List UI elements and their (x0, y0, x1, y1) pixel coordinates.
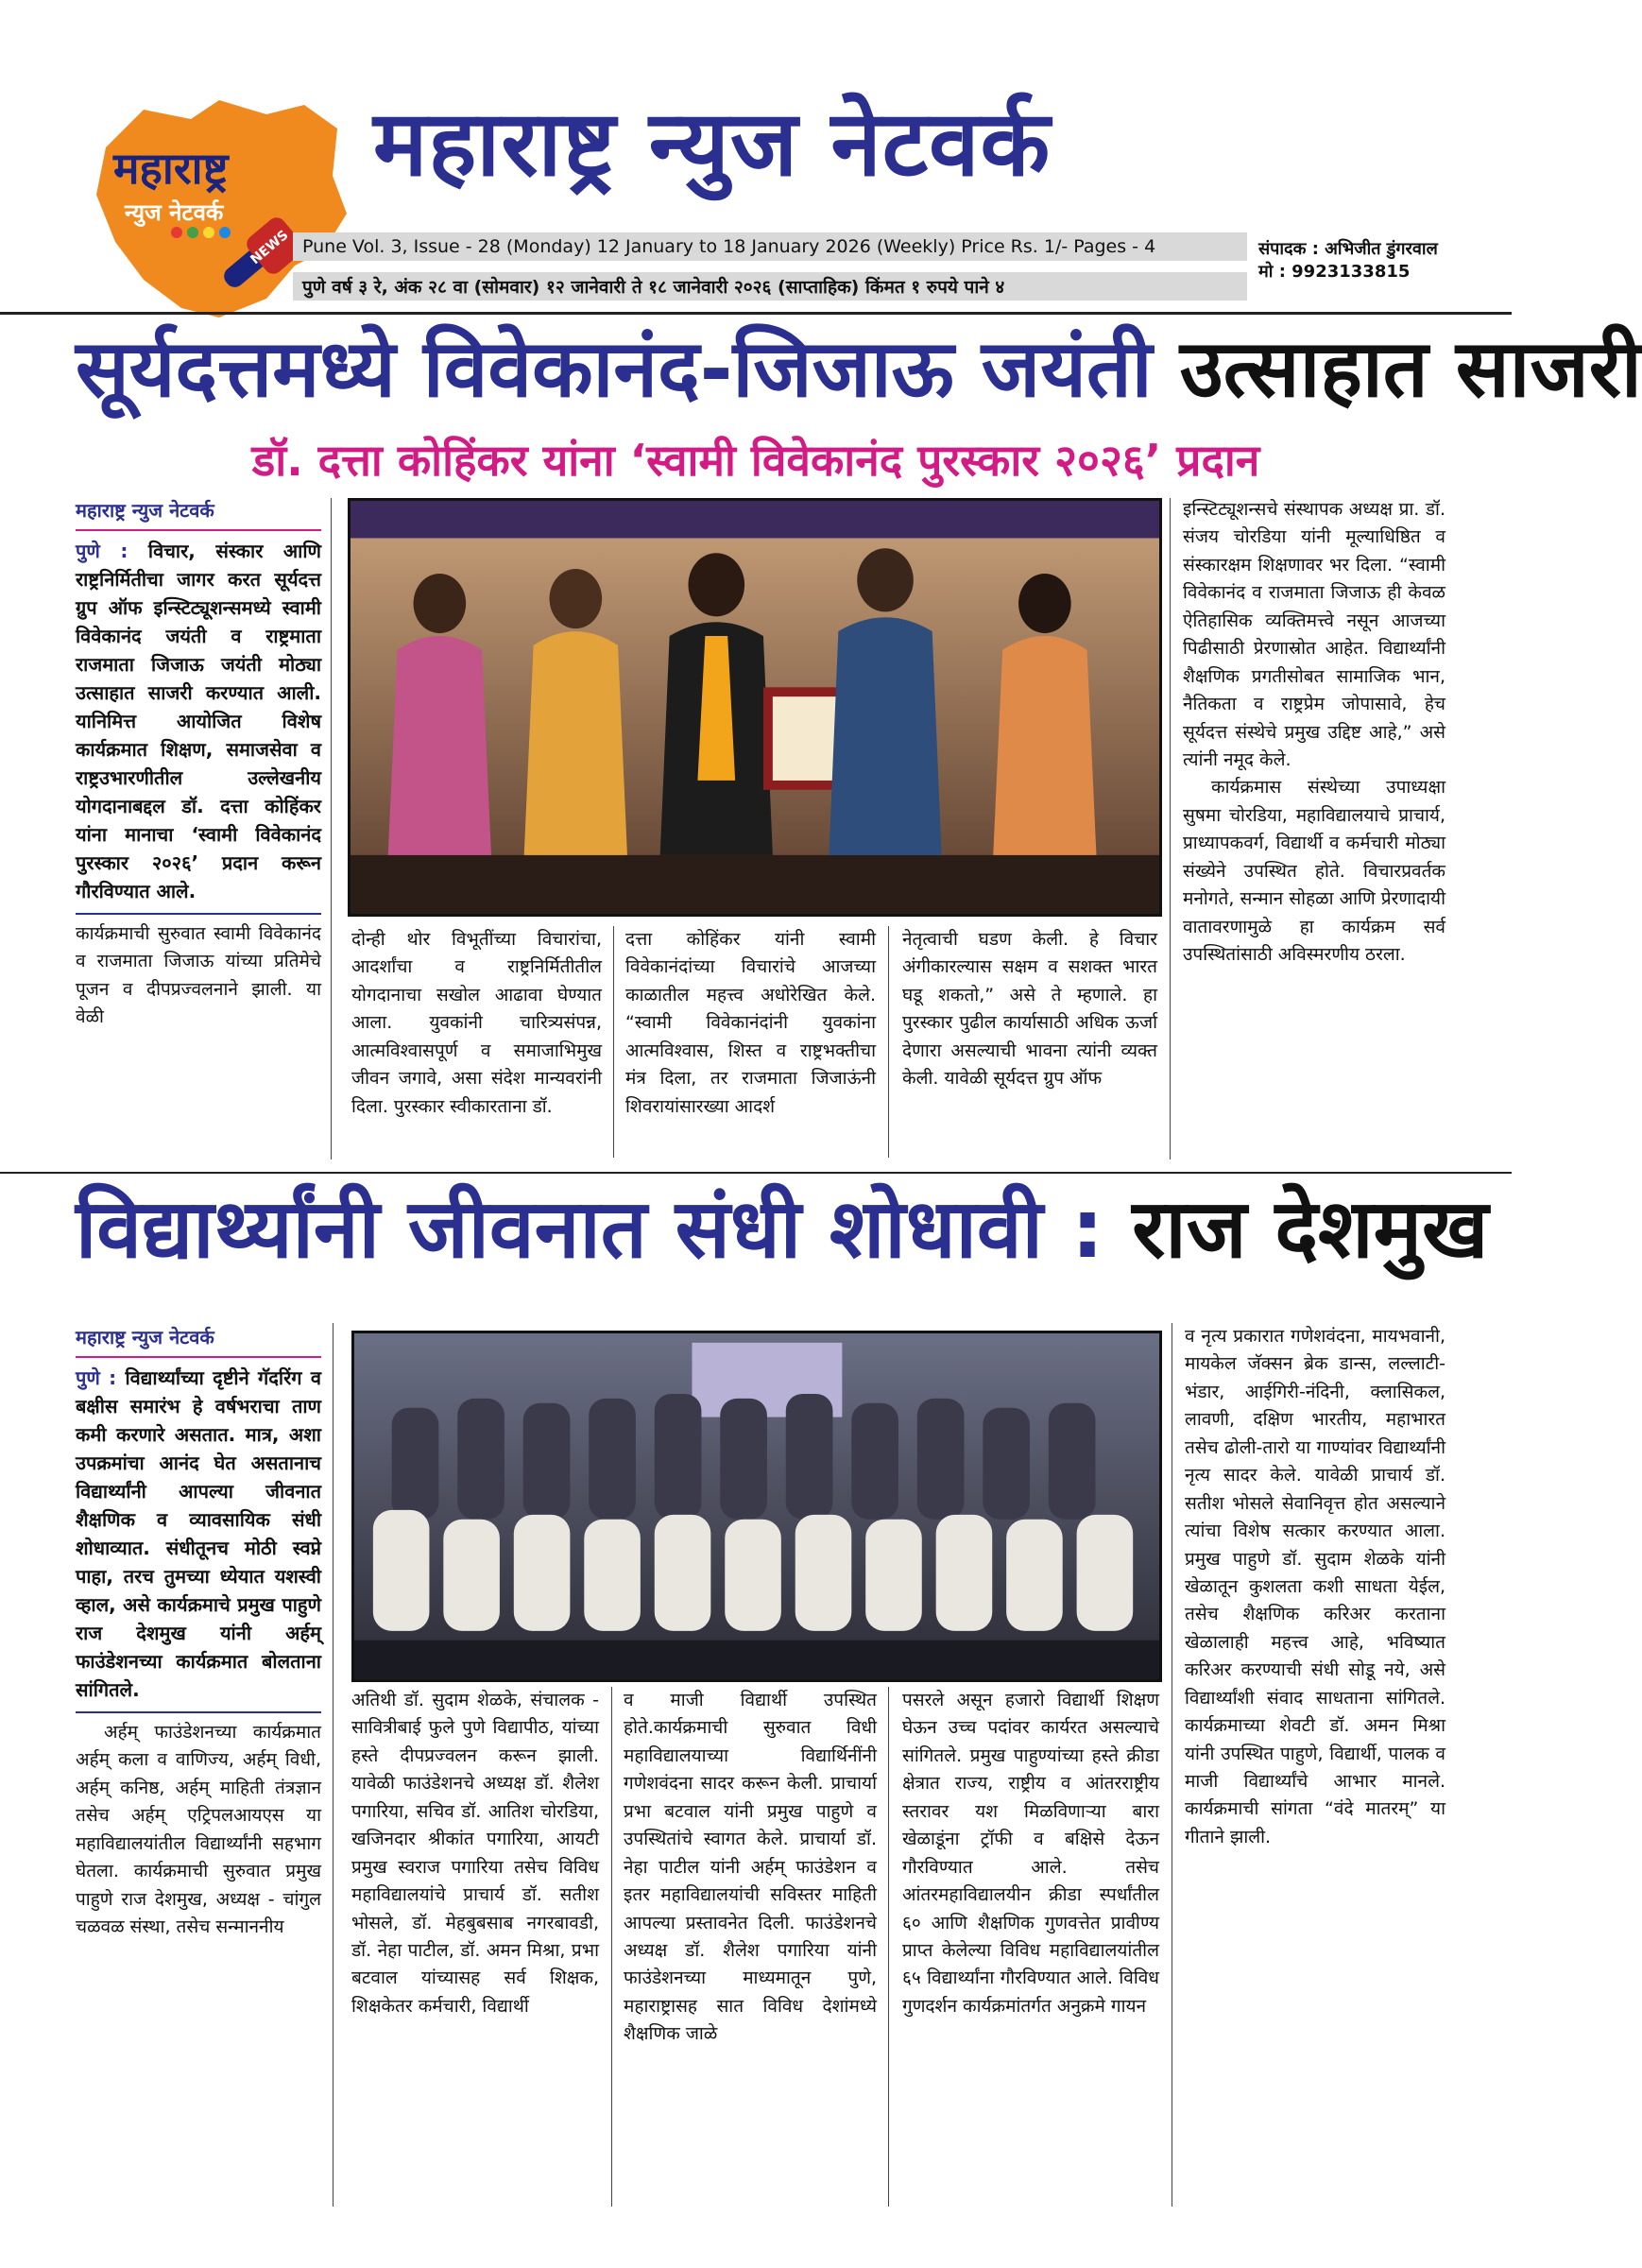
article1-headline-black: उत्साहात साजरी (1179, 322, 1642, 415)
masthead-rule (0, 312, 1512, 315)
article2-lead-place: पुणे : (76, 1366, 117, 1389)
article2-divider (76, 1711, 321, 1713)
paper-name: महाराष्ट्र न्युज नेटवर्क (373, 91, 1052, 197)
article1-col-2 (351, 926, 602, 1162)
article2-col2-body: अतिथी डॉ. सुदाम शेळके, संचालक - सावित्रीबाई फुले पुणे विद्यापीठ, यांच्या हस्ते दीपप्रज्वलन करून झाली. यावेळी फाउंडेशनचे अध्यक्ष डॉ. शैलेश पगारिया, सचिव डॉ. आतिश चोरडिया, खजिनदार श्रीकांत पगारिया, आयटी प्रमुख स्वराज पगारिया तसेच विविध महाविद्यालयांचे प्राचार्य डॉ. सतीश भोसले, डॉ. मेहबुबसाब नगरबावडी, डॉ. नेहा पाटील, डॉ. अमन मिश्रा, प्रभा बटवाल यांच्यासह सर्व शिक्षक, शिक्षकेतर कर्मचारी, विद्यार्थी (351, 1690, 599, 2017)
article1-photo (348, 498, 1162, 917)
award-ceremony-photo-icon (351, 501, 1159, 914)
article2-col-3 (624, 1687, 877, 2211)
article2-headline (76, 1181, 1489, 1279)
article1-col5-body-2: कार्यक्रमास संस्थेच्या उपाध्यक्षा सुषमा चोरडिया, महाविद्यालयाचे प्राचार्य, प्राध्यापकवर्ग, विद्यार्थी व कर्मचारी मोठ्या संख्येने उपस्थित होते. विचारप्रवर्तक मनोगते, सन्मान सोहळा आणि प्रेरणादायी वातावरणामुळे हा कार्यक्रम सर्व उपस्थितांसाठी अविस्मरणीय ठरला. (1183, 777, 1445, 965)
article2-headline-blue: विद्यार्थ्यांनी जीवनात संधी शोधावी : (76, 1182, 1104, 1277)
article1-col1-body: कार्यक्रमाची सुरुवात स्वामी विवेकानंद व राजमाता जिजाऊ यांच्या प्रतिमेचे पूजन व दीपप्रज्वलनाने झाली. या वेळी (76, 923, 321, 1028)
article1-col-3 (625, 926, 876, 1162)
article1-subheadline: डॉ. दत्ता कोहिंकर यांना ‘स्वामी विवेकानंद पुरस्कार २०२६’ प्रदान (251, 435, 1260, 486)
issue-info-english: Pune Vol. 3, Issue - 28 (Monday) 12 January to 18 January 2026 (Weekly) Price Rs. 1/- Pages - 4 (293, 232, 1247, 261)
felicitation-group-photo-icon (354, 1333, 1159, 1679)
article2-col3-body: व माजी विद्यार्थी उपस्थित होते.कार्यक्रमाची सुरुवात विधी महाविद्यालयाच्या विद्यार्थिनींनी गणेशवंदना सादर करून केली. प्राचार्या प्रभा बटवाल यांनी प्रमुख पाहुणे व उपस्थितांचे स्वागत केले. प्राचार्या डॉ. नेहा पाटील यांनी अर्हम् फाउंडेशन व इतर महाविद्यालयांची सविस्तर माहिती आपल्या प्रस्तावनेत दिली. फाउंडेशनचे अध्यक्ष डॉ. शैलेश पगारिया यांनी फाउंडेशनच्या माध्यमातून पुणे, महाराष्ट्रासह सात विविध देशांमध्ये शैक्षणिक जाळे (624, 1690, 877, 2045)
article2-photo (351, 1331, 1162, 1682)
article2-lead (76, 1364, 321, 1704)
article2-col-5 (1185, 1323, 1445, 2211)
article-separator-rule (0, 1172, 1512, 1174)
article2-lead-text: विद्यार्थ्यांच्या दृष्टीने गॅदरिंग व बक्षीस समारंभ हे वर्षभराचा ताण कमी करणारे असतात. मात्र, अशा उपक्रमांचा आनंद घेत असतानाच विद्यार्थ्यांनी आपल्या जीवनात शैक्षणिक व व्यावसायिक संधी शोधाव्यात. संधीतूनच मोठी स्वप्ने पाहा, तरच तुमच्या ध्येयात यशस्वी व्हाल, असे कार्यक्रमाचे प्रमुख पाहुणे राज देशमुख यांनी अर्हम् फाउंडेशनच्या कार्यक्रमात बोलताना सांगितले. (76, 1366, 321, 1701)
article2-headline-black: राज देशमुख (1132, 1182, 1489, 1277)
article2-col-1 (76, 1323, 321, 2211)
article1-lead-place: पुणे : (76, 540, 128, 562)
logo-badge: NEWS (248, 227, 292, 268)
article1-col5-body: इन्स्टिट्यूशन्सचे संस्थापक अध्यक्ष प्रा. डॉ. संजय चोरडिया यांनी मूल्याधिष्ठित व संस्कारक्षम शिक्षणावर भर दिला. “स्वामी विवेकानंद व राजमाता जिजाऊ ही केवळ ऐतिहासिक व्यक्तिमत्त्वे नसून आजच्या पिढीसाठी प्रेरणास्रोत आहेत. विद्यार्थ्यांनी शैक्षणिक प्रगतीसोबत सामाजिक भान, नैतिकता व राष्ट्रप्रेम जोपासावे, हेच सूर्यदत्त संस्थेचे प्रमुख उद्दिष्ट आहे,” असे त्यांनी नमूद केले. (1183, 499, 1445, 770)
article1-divider (76, 913, 321, 915)
issue-info-marathi: पुणे वर्ष ३ रे, अंक २८ वा (सोमवार) १२ जानेवारी ते १८ जानेवारी २०२६ (साप्ताहिक) किंमत १ रुपये पाने ४ (293, 272, 1247, 301)
article2-col4-body: पसरले असून हजारो विद्यार्थी शिक्षण घेऊन उच्च पदांवर कार्यरत असल्याचे सांगितले. प्रमुख पाहुण्यांच्या हस्ते क्रीडा क्षेत्रात राज्य, राष्ट्रीय व आंतरराष्ट्रीय स्तरावर यश मिळविणाऱ्या बारा खेळाडूंना ट्रॉफी व बक्षिसे देऊन गौरविण्यात आले. तसेच आंतरमहाविद्यालयीन क्रीडा स्पर्धांतील ६० आणि शैक्षणिक गुणवत्तेत प्रावीण्य प्राप्त केलेल्या विविध महाविद्यालयांतील ६५ विद्यार्थ्यांना गौरविण्यात आले. विविध गुणदर्शन कार्यक्रमांतर्गत अनुक्रमे गायन (902, 1690, 1159, 2017)
mobile-line: मो : 9923133815 (1258, 262, 1411, 283)
editor-line: संपादक : अभिजीत डुंगरवाल (1258, 239, 1438, 259)
article2-col5-body: व नृत्य प्रकारात गणेशवंदना, मायभवानी, मायकेल जॅक्सन ब्रेक डान्स, लल्लाटी-भंडार, आईगिरी-नंदिनी, क्लासिकल, लावणी, दक्षिण भारतीय, महाभारत तसेच ढोली-तारो या गाण्यांवर विद्यार्थ्यांनी नृत्य सादर केले. यावेळी प्राचार्य डॉ. सतीश भोसले सेवानिवृत्त होत असल्याने त्यांचा विशेष सत्कार करण्यात आला. प्रमुख पाहुणे डॉ. सुदाम शेळके यांनी खेळातून कुशलता कशी साधता येईल, तसेच शैक्षणिक करिअर करताना खेळालाही महत्त्व आहे, भविष्यात करिअर करण्याची संधी सोडू नये, असे विद्यार्थ्यांशी संवाद साधताना सांगितले. कार्यक्रमाच्या शेवटी डॉ. अमन मिश्रा यांनी उपस्थित पाहुणे, विद्यार्थी, पालक व माजी विद्यार्थ्यांचे आभार मानले. कार्यक्रमाची सांगता “वंदे मातरम्” या गीताने झाली. (1185, 1326, 1445, 1847)
article1-lead-text: विचार, संस्कार आणि राष्ट्रनिर्मितीचा जागर करत सूर्यदत्त ग्रुप ऑफ इन्स्टिट्यूशन्समध्ये स्वामी विवेकानंद जयंती व राष्ट्रमाता राजमाता जिजाऊ जयंती मोठ्या उत्साहात साजरी करण्यात आली. यानिमित्त आयोजित विशेष कार्यक्रमात शिक्षण, समाजसेवा व राष्ट्रउभारणीतील उल्लेखनीय योगदानाबद्दल डॉ. दत्ता कोहिंकर यांना मानाचा ‘स्वामी विवेकानंद पुरस्कार २०२६’ प्रदान करून गौरविण्यात आले. (76, 540, 322, 902)
logo-line-2: न्युज नेटवर्क (125, 199, 224, 226)
article1-col-5 (1183, 496, 1445, 1167)
masthead (66, 76, 1455, 312)
article1-byline: महाराष्ट्र न्युज नेटवर्क (76, 496, 321, 531)
article1-headline (76, 321, 1642, 417)
article1-headline-blue: सूर्यदत्तमध्ये विवेकानंद-जिजाऊ जयंती (76, 322, 1153, 415)
article2-col1-body: अर्हम् फाउंडेशनच्या कार्यक्रमात अर्हम् कला व वाणिज्य, अर्हम् विधी, अर्हम् कनिष्ठ, अर्हम् माहिती तंत्रज्ञान तसेच अर्हम् एट्रिपलआयएस या महाविद्यालयांतील विद्यार्थ्यांनी सहभाग घेतला. कार्यक्रमाची सुरुवात प्रमुख पाहुणे राज देशमुख, अध्यक्ष - चांगुल चळवळ संस्था, तसेच सन्माननीय (76, 1722, 321, 1938)
logo-line-1: महाराष्ट्र (113, 143, 229, 194)
article1-col-4 (902, 926, 1157, 1162)
article2-col-4 (902, 1687, 1159, 2211)
article2-col-2 (351, 1687, 599, 2211)
article1-col-1 (76, 496, 321, 1167)
article1-col4-body: नेतृत्वाची घडण केली. हे विचार अंगीकारल्यास सक्षम व सशक्त भारत घडू शकतो,” असे ते म्हणाले. हा पुरस्कार पुढील कार्यासाठी अधिक ऊर्जा देणारा असल्याची भावना त्यांनी व्यक्त केली. यावेळी सूर्यदत्त ग्रुप ऑफ (902, 929, 1157, 1090)
article2-byline: महाराष्ट्र न्युज नेटवर्क (76, 1323, 321, 1358)
editor-info (1258, 238, 1438, 284)
article1-col3-body: दत्ता कोहिंकर यांनी स्वामी विवेकानंदांच्या विचारांचे आजच्या काळातील महत्त्व अधोरेखित केले. “स्वामी विवेकानंदांनी युवकांना आत्मविश्वास, शिस्त व राष्ट्रभक्तीचा मंत्र दिला, तर राजमाता जिजाऊंनी शिवरायांसारख्या आदर्श (625, 929, 876, 1117)
article1-col2-body: दोन्ही थोर विभूतींच्या विचारांचा, आदर्शांचा व राष्ट्रनिर्मितीतील योगदानाचा सखोल आढावा घेण्यात आला. युवकांनी चारित्र्यसंपन्न, आत्मविश्वासपूर्ण व समाजाभिमुख जीवन जगावे, असा संदेश मान्यवरांनी दिला. पुरस्कार स्वीकारताना डॉ. (351, 929, 602, 1117)
article1-lead (76, 537, 321, 905)
